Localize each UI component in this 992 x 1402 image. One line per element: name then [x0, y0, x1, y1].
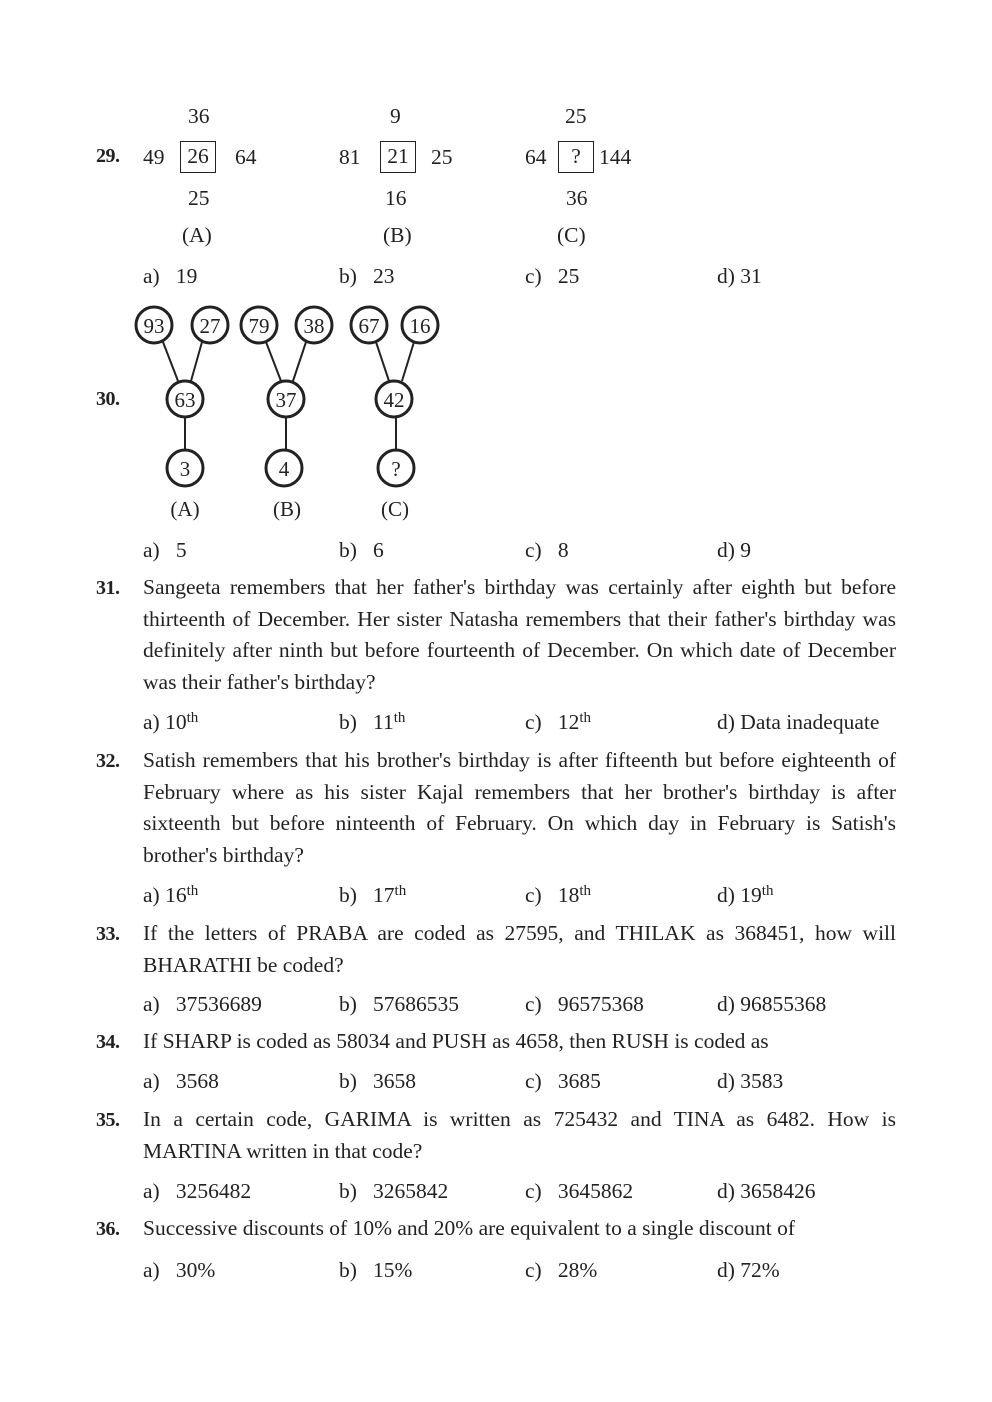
- option-key: b): [339, 1069, 357, 1093]
- option-key: a): [143, 1179, 160, 1203]
- q30-a-top-right: 27: [199, 314, 221, 338]
- q32-option-b[interactable]: [339, 883, 406, 908]
- q36-option-c[interactable]: [525, 1258, 597, 1283]
- q30-b-label: (B): [273, 497, 301, 521]
- option-key: b): [339, 1258, 357, 1282]
- q33-question-text: If the letters of PRABA are coded as 27595, and THILAK as 368451, how will BHARATHI be coded?: [143, 921, 896, 977]
- q29-c-top: 25: [565, 104, 587, 128]
- q29-a-right: 64: [235, 145, 257, 169]
- q30-option-a[interactable]: [143, 538, 187, 563]
- option-value: 30%: [175, 1258, 216, 1282]
- option-value: Data inadequate: [740, 710, 880, 734]
- option-key: c): [525, 992, 542, 1016]
- option-key: d): [717, 883, 735, 907]
- q31-option-b[interactable]: [339, 710, 405, 735]
- q35-option-c[interactable]: [525, 1179, 633, 1204]
- q31-option-d[interactable]: [717, 710, 879, 735]
- option-key: c): [525, 1069, 542, 1093]
- option-value: 72%: [740, 1258, 780, 1282]
- option-value: 5: [175, 538, 187, 562]
- option-value: 15%: [373, 1258, 413, 1282]
- q30-c-bottom: ?: [391, 457, 401, 481]
- option-key: a): [143, 992, 160, 1016]
- option-value: 18: [557, 883, 580, 907]
- q30-c-middle: 42: [383, 388, 405, 412]
- q35-question-text: In a certain code, GARIMA is written as 725432 and TINA as 6482. How is MARTINA written in that code?: [143, 1107, 896, 1163]
- option-value: 8: [557, 538, 569, 562]
- q29-c-center-box: ?: [558, 141, 594, 173]
- option-key: c): [525, 1179, 542, 1203]
- q29-a-label: (A): [182, 223, 212, 247]
- q29-b-top: 9: [390, 104, 401, 128]
- option-key: c): [525, 883, 542, 907]
- option-value: 6: [373, 538, 384, 562]
- q29-b-right: 25: [431, 145, 453, 169]
- q30-b-top-right: 38: [303, 314, 325, 338]
- option-key: d): [717, 1069, 735, 1093]
- q32-number: 32.: [96, 750, 120, 772]
- q29-c-left: 64: [525, 145, 547, 169]
- q30-a-middle: 63: [174, 388, 196, 412]
- option-value: 9: [740, 538, 752, 562]
- q34-number: 34.: [96, 1031, 120, 1053]
- option-suffix: th: [579, 883, 591, 899]
- option-value: 3658426: [740, 1179, 816, 1203]
- q33-option-a[interactable]: [143, 992, 262, 1017]
- option-key: c): [525, 1258, 542, 1282]
- option-key: a): [143, 1069, 160, 1093]
- option-value: 28%: [557, 1258, 598, 1282]
- option-key: a): [143, 883, 160, 907]
- option-value: 37536689: [175, 992, 262, 1016]
- q34-question-text: If SHARP is coded as 58034 and PUSH as 4658, then RUSH is coded as: [143, 1029, 769, 1053]
- q32-question-text: Satish remembers that his brother's birthday is after fifteenth but before eighteenth of February where as his sister Kajal remembers that her brother's birthday is after sixteenth but before ninteenth of February. On which day in February is Satish's brother's birthday?: [143, 748, 896, 867]
- q31-option-a[interactable]: [143, 710, 198, 735]
- option-key: a): [143, 710, 160, 734]
- q33-number: 33.: [96, 923, 120, 945]
- option-key: b): [339, 538, 357, 562]
- q31-number: 31.: [96, 577, 120, 599]
- q30-c-label: (C): [381, 497, 409, 521]
- q29-c-right: 144: [599, 145, 632, 169]
- q33-option-b[interactable]: [339, 992, 459, 1017]
- option-key: a): [143, 264, 160, 288]
- option-key: b): [339, 710, 357, 734]
- option-value: 3256482: [175, 1179, 252, 1203]
- option-value: 11: [373, 710, 394, 734]
- q35-option-a[interactable]: [143, 1179, 251, 1204]
- option-suffix: th: [186, 883, 199, 899]
- q34-option-a[interactable]: [143, 1069, 219, 1094]
- q35-option-d[interactable]: [717, 1179, 816, 1204]
- option-value: 3265842: [373, 1179, 449, 1203]
- option-value: 17: [373, 883, 395, 907]
- option-value: 57686535: [373, 992, 460, 1016]
- q36-number: 36.: [96, 1218, 120, 1240]
- option-key: a): [143, 538, 160, 562]
- option-key: d): [717, 538, 735, 562]
- q31-option-c[interactable]: [525, 710, 591, 735]
- q29-number: 29.: [96, 145, 120, 167]
- q30-a-bottom: 3: [179, 457, 191, 481]
- option-value: 96575368: [557, 992, 644, 1016]
- q30-b-middle: 37: [275, 388, 297, 412]
- option-value: 3583: [740, 1069, 784, 1093]
- option-value: 25: [557, 264, 580, 288]
- q29-b-left: 81: [339, 145, 361, 169]
- q29-a-center-box: 26: [180, 141, 216, 173]
- q29-c-bottom: 36: [566, 186, 588, 210]
- option-key: b): [339, 264, 357, 288]
- option-key: c): [525, 538, 542, 562]
- q34-option-d[interactable]: [717, 1069, 783, 1094]
- option-value: 19: [740, 883, 762, 907]
- option-value: 3645862: [557, 1179, 634, 1203]
- option-key: d): [717, 992, 735, 1016]
- q30-tree-diagrams: [0, 0, 992, 540]
- q36-option-b[interactable]: [339, 1258, 412, 1283]
- option-value: 3658: [373, 1069, 417, 1093]
- option-key: b): [339, 992, 357, 1016]
- q29-a-left: 49: [143, 145, 165, 169]
- q32-option-d[interactable]: [717, 883, 773, 908]
- q29-a-top: 36: [188, 104, 210, 128]
- q31-question-text: Sangeeta remembers that her father's birthday was certainly after eighth but before thirteenth of December. Her sister Natasha remembers that their father's birthday was definitely after ninth but before fourteenth of December. On which date of December was their father's birthday?: [143, 575, 896, 694]
- option-key: b): [339, 1179, 357, 1203]
- q36-question-text: Successive discounts of 10% and 20% are equivalent to a single discount of: [143, 1216, 796, 1240]
- q32-option-c[interactable]: [525, 883, 591, 908]
- q30-option-b[interactable]: [339, 538, 384, 563]
- option-value: 3568: [175, 1069, 219, 1093]
- option-value: 3685: [557, 1069, 601, 1093]
- option-suffix: th: [579, 710, 591, 726]
- q34-option-c[interactable]: [525, 1069, 601, 1094]
- option-suffix: th: [186, 710, 199, 726]
- q36-option-a[interactable]: [143, 1258, 215, 1283]
- option-key: d): [717, 1258, 735, 1282]
- q29-b-center-box: 21: [380, 141, 416, 173]
- q30-a-label: (A): [170, 497, 200, 521]
- option-key: c): [525, 264, 542, 288]
- option-value: 16: [165, 883, 187, 907]
- option-key: d): [717, 710, 735, 734]
- q33-option-c[interactable]: [525, 992, 644, 1017]
- option-value: 23: [373, 264, 395, 288]
- option-value: 10: [165, 710, 187, 734]
- option-suffix: th: [761, 883, 774, 899]
- q30-a-top-left: 93: [143, 314, 165, 338]
- q30-c-top-right: 16: [409, 314, 431, 338]
- q30-number: 30.: [96, 388, 120, 410]
- q30-option-d[interactable]: [717, 538, 751, 563]
- q32-option-a[interactable]: [143, 883, 198, 908]
- q29-a-bottom: 25: [188, 186, 210, 210]
- option-value: 96855368: [740, 992, 827, 1016]
- q29-b-label: (B): [383, 223, 412, 247]
- option-key: b): [339, 883, 357, 907]
- option-value: 12: [557, 710, 580, 734]
- q36-option-d[interactable]: [717, 1258, 780, 1283]
- option-value: 31: [740, 264, 762, 288]
- q30-c-top-left: 67: [358, 314, 380, 338]
- q35-option-b[interactable]: [339, 1179, 448, 1204]
- option-value: 19: [175, 264, 198, 288]
- option-suffix: th: [393, 710, 406, 726]
- q34-option-b[interactable]: [339, 1069, 416, 1094]
- q30-b-top-left: 79: [248, 314, 270, 338]
- q30-option-c[interactable]: [525, 538, 569, 563]
- option-key: d): [717, 264, 735, 288]
- q35-number: 35.: [96, 1109, 120, 1131]
- option-key: a): [143, 1258, 160, 1282]
- option-key: d): [717, 1179, 735, 1203]
- option-key: c): [525, 710, 542, 734]
- q29-b-bottom: 16: [385, 186, 407, 210]
- option-suffix: th: [394, 883, 407, 899]
- q30-b-bottom: 4: [278, 457, 290, 481]
- q29-c-label: (C): [557, 223, 586, 247]
- q33-option-d[interactable]: [717, 992, 826, 1017]
